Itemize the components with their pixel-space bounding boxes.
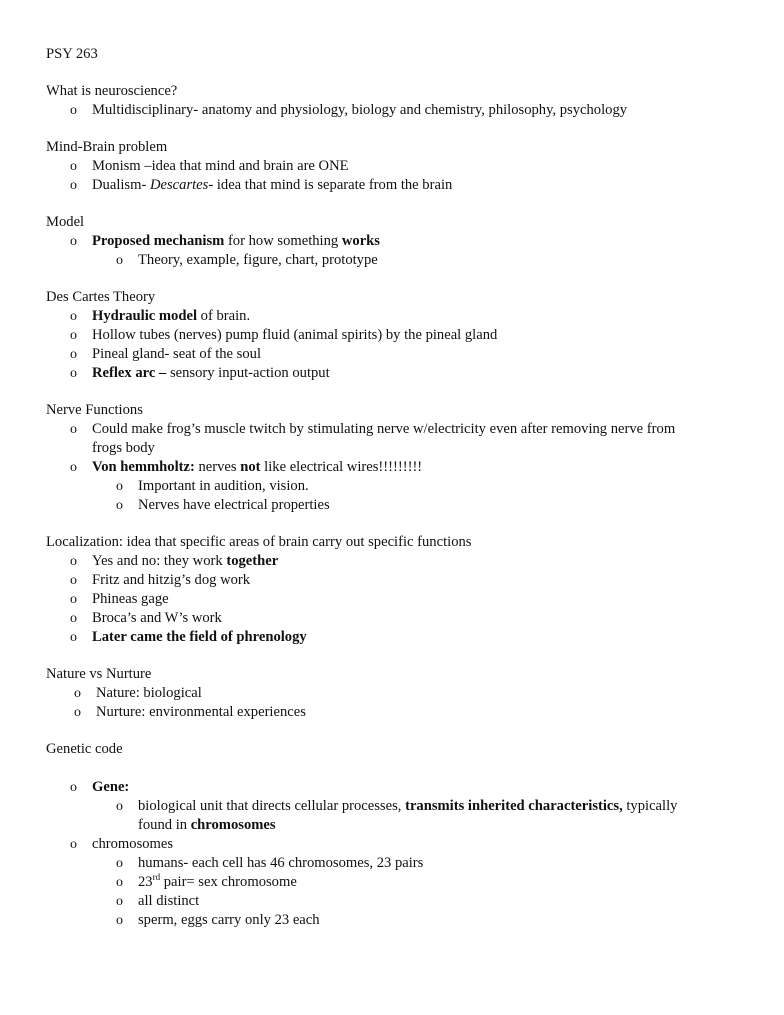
- list-item: o Nature: biological: [74, 685, 202, 701]
- section-heading-nature: Nature vs Nurture: [46, 666, 152, 682]
- section-heading-descartes: Des Cartes Theory: [46, 289, 156, 305]
- bullet-icon: o: [116, 894, 123, 909]
- bullet-icon: o: [70, 347, 77, 362]
- section-heading-genetic: Genetic code: [46, 741, 123, 757]
- bullet-icon: o: [116, 799, 123, 814]
- bullet-icon: o: [70, 103, 77, 118]
- list-item: o Von hemmholtz: nerves not like electrical wires!!!!!!!!!: [70, 459, 423, 475]
- bullet-icon: o: [116, 498, 123, 513]
- list-item: o Gene:: [70, 779, 130, 795]
- sub-list-item: o humans- each cell has 46 chromosomes, 23 pairs: [116, 855, 424, 871]
- bullet-icon: o: [116, 856, 123, 871]
- bullet-icon: o: [70, 780, 77, 795]
- sub-list-item: o Important in audition, vision.: [116, 478, 309, 494]
- section-heading-nerve: Nerve Functions: [46, 402, 143, 418]
- course-title: PSY 263: [46, 46, 98, 62]
- bullet-icon: o: [70, 837, 77, 852]
- bullet-icon: o: [70, 309, 77, 324]
- list-item: o Hydraulic model of brain.: [70, 308, 251, 324]
- list-item: o chromosomes: [70, 836, 174, 852]
- sub-list-item: o all distinct: [116, 893, 200, 909]
- document-page: [46, 45, 746, 930]
- list-item: o Hollow tubes (nerves) pump fluid (animal spirits) by the pineal gland: [70, 327, 498, 343]
- list-item: o Yes and no: they work together: [70, 553, 279, 569]
- bullet-icon: o: [70, 554, 77, 569]
- list-item: o Fritz and hitzig’s dog work: [70, 572, 251, 588]
- section-heading-mind-brain: Mind-Brain problem: [46, 139, 168, 155]
- bullet-icon: o: [116, 875, 123, 890]
- list-item: o Nurture: environmental experiences: [74, 704, 306, 720]
- section-heading-model: Model: [46, 214, 85, 230]
- sub-list-item: o biological unit that directs cellular processes, transmits inherited characteristics, typically: [116, 798, 678, 814]
- bullet-icon: o: [70, 611, 77, 626]
- sub-list-item: o Theory, example, figure, chart, prototype: [116, 252, 378, 268]
- list-item: o Pineal gland- seat of the soul: [70, 346, 262, 362]
- bullet-icon: o: [70, 573, 77, 588]
- section-heading-localization: Localization: idea that specific areas of brain carry out specific functions: [46, 534, 472, 550]
- sub-list-item-continuation: found in chromosomes: [138, 817, 276, 833]
- bullet-icon: o: [70, 366, 77, 381]
- bullet-icon: o: [70, 328, 77, 343]
- bullet-icon: o: [70, 630, 77, 645]
- list-item: o Monism –idea that mind and brain are ONE: [70, 158, 349, 174]
- bullet-icon: o: [116, 253, 123, 268]
- bullet-icon: o: [70, 460, 77, 475]
- section-heading-neuroscience: What is neuroscience?: [46, 83, 178, 99]
- list-item: o Phineas gage: [70, 591, 169, 607]
- list-item: o Broca’s and W’s work: [70, 610, 222, 626]
- list-item: o Dualism- Descartes- idea that mind is separate from the brain: [70, 177, 453, 193]
- bullet-icon: o: [116, 913, 123, 928]
- bullet-icon: o: [116, 479, 123, 494]
- bullet-icon: o: [70, 159, 77, 174]
- list-item: o Later came the field of phrenology: [70, 629, 307, 645]
- list-item: o Could make frog’s muscle twitch by stimulating nerve w/electricity even after removing nerve from: [70, 421, 676, 437]
- list-item-continuation: frogs body: [92, 440, 155, 456]
- bullet-icon: o: [74, 686, 81, 701]
- list-item: o Proposed mechanism for how something works: [70, 233, 380, 249]
- bullet-icon: o: [70, 178, 77, 193]
- bullet-icon: o: [70, 234, 77, 249]
- bullet-icon: o: [70, 592, 77, 607]
- list-item: o Reflex arc – sensory input-action output: [70, 365, 330, 381]
- sub-list-item: o sperm, eggs carry only 23 each: [116, 912, 320, 928]
- bullet-icon: o: [74, 705, 81, 720]
- sub-list-item: o 23rd pair= sex chromosome: [116, 872, 297, 890]
- bullet-icon: o: [70, 422, 77, 437]
- list-item: o Multidisciplinary- anatomy and physiology, biology and chemistry, philosophy, psychology: [70, 102, 628, 118]
- sub-list-item: o Nerves have electrical properties: [116, 497, 330, 513]
